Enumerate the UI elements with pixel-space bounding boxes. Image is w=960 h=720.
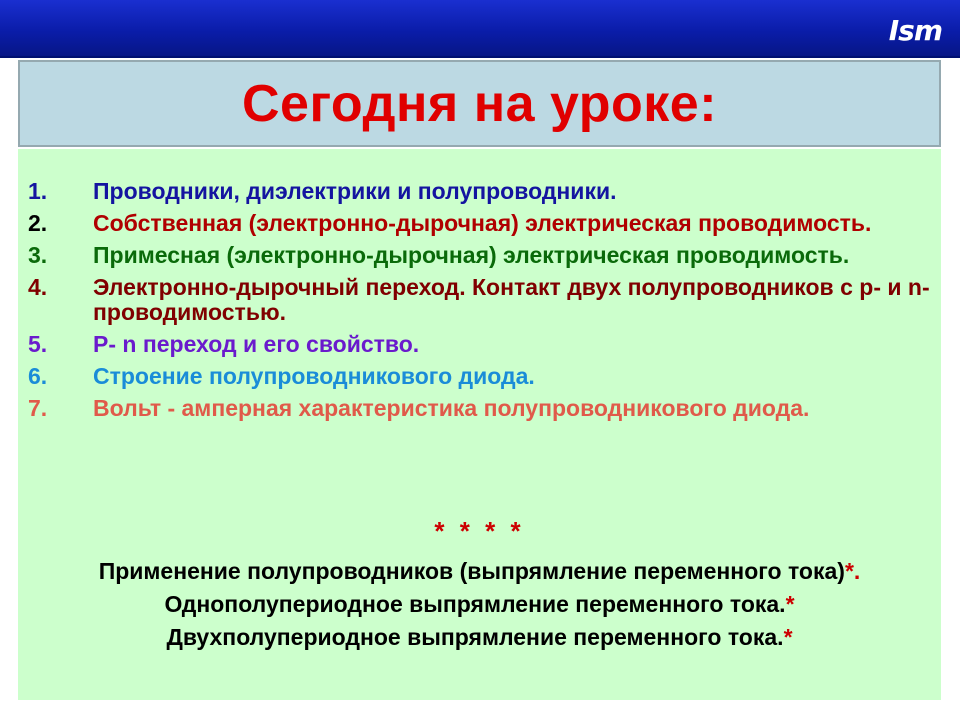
item-number: 2. <box>28 210 48 236</box>
bottom-line-text: Однополупериодное выпрямление переменного тока. <box>164 591 786 617</box>
bottom-line-text: Применение полупроводников (выпрямление переменного тока) <box>98 558 845 584</box>
item-number: 4. <box>28 274 48 300</box>
bottom-line <box>18 621 941 654</box>
content-panel <box>18 149 941 700</box>
bottom-line <box>18 555 941 588</box>
item-number: 6. <box>28 363 48 389</box>
lesson-list <box>28 179 938 428</box>
item-text: Строение полупроводникового диода. <box>93 363 535 389</box>
asterisk-mark: * <box>783 624 793 650</box>
title-box <box>18 60 941 147</box>
item-text: Вольт - амперная характеристика полупроводникового диода. <box>93 395 810 421</box>
item-number: 1. <box>28 178 48 204</box>
list-item <box>28 243 938 268</box>
logo: Ism <box>888 14 942 47</box>
item-text: Электронно-дырочный переход. Контакт двух полупроводников с р- и n- проводимостью. <box>93 274 930 325</box>
item-text: Примесная (электронно-дырочная) электрическая проводимость. <box>93 242 850 268</box>
list-item <box>28 332 938 357</box>
item-text: Р- n переход и его свойство. <box>93 331 420 357</box>
bottom-line-text: Двухполупериодное выпрямление переменного тока. <box>166 624 784 650</box>
bottom-line <box>18 588 941 621</box>
asterisk-mark: *. <box>844 558 861 584</box>
item-number: 3. <box>28 242 48 268</box>
item-number: 5. <box>28 331 48 357</box>
list-item <box>28 275 938 325</box>
list-item <box>28 364 938 389</box>
slide-title: Сегодня на уроке: <box>241 74 718 133</box>
top-bar <box>0 0 960 58</box>
asterisk-mark: * <box>785 591 795 617</box>
stars-separator: * * * * <box>434 516 525 546</box>
top-bar-divider <box>0 56 960 58</box>
item-number: 7. <box>28 395 48 421</box>
bottom-notes <box>18 555 941 654</box>
item-text: Проводники, диэлектрики и полупроводники. <box>93 178 617 204</box>
list-item <box>28 211 938 236</box>
item-text: Собственная (электронно-дырочная) электрическая проводимость. <box>93 210 872 236</box>
list-item <box>28 396 938 421</box>
list-item <box>28 179 938 204</box>
